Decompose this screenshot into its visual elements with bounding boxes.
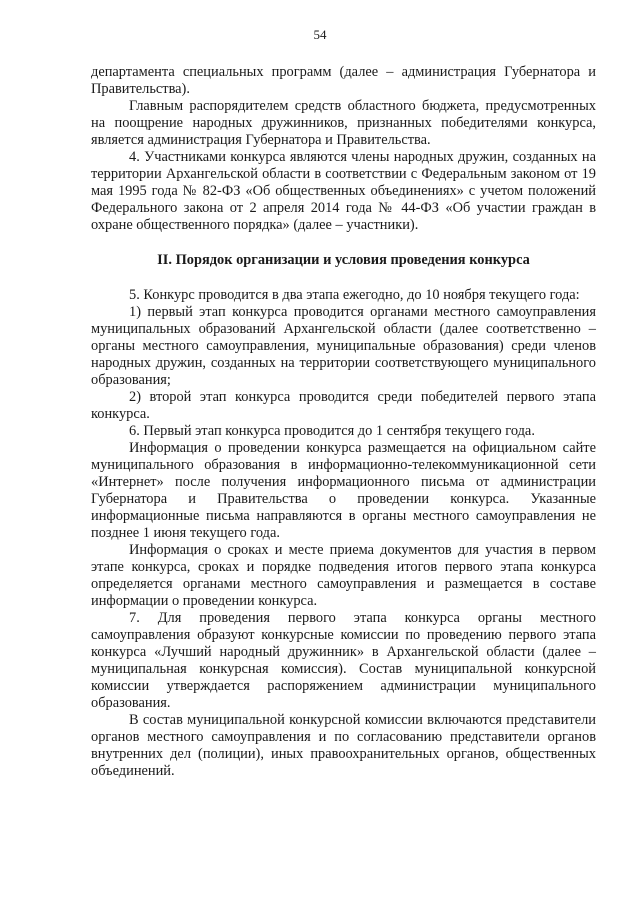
paragraph-continuation: департамента специальных программ (далее – администрация Губернатора и Правительства).: [91, 64, 596, 97]
paragraph-clause-7: 7. Для проведения первого этапа конкурса органы местного самоуправления образуют конкурсные комиссии по проведению первого этапа конкурса «Лучший народный дружинник» в Архангельской области (далее – муниципальная конкурсная комиссия). Состав муниципальной конкурсной комиссии утверждается распоряжением администрации муниципального образования.: [91, 610, 596, 711]
section-heading: II. Порядок организации и условия проведения конкурса: [157, 252, 530, 268]
paragraph-announcement: Информация о проведении конкурса размещается на официальном сайте муниципального образования в информационно-телекоммуникационной сети «Интернет» после получения информационного письма от администрации Губернатора и Правительства о проведении конкурса. Указанные информационные письма направляются в органы местного самоуправления не позднее 1 июня текущего года.: [91, 440, 596, 541]
paragraph-clause-4: 4. Участниками конкурса являются члены народных дружин, созданных на территории Архангельской области в соответствии с Федеральным законом от 19 мая 1995 года № 82-ФЗ «Об общественных объединениях» с учетом положений Федерального закона от 2 апреля 2014 года № 44-ФЗ «Об участии граждан в охране общественного порядка» (далее – участники).: [91, 149, 596, 233]
paragraph-commission-members: В состав муниципальной конкурсной комиссии включаются представители органов местного самоуправления и по согласованию представители органов внутренних дел (полиции), иных правоохранительных органов, общественных объединений.: [91, 712, 596, 779]
document-body: [91, 64, 596, 780]
page-number: 54: [313, 27, 327, 42]
paragraph-clause-6: 6. Первый этап конкурса проводится до 1 сентября текущего года.: [129, 423, 535, 439]
paragraph-stage-1: 1) первый этап конкурса проводится органами местного самоуправления муниципальных образований Архангельской области (далее соответственно – органы местного самоуправления, муниципальные образования) среди членов народных дружин, созданных на территории соответствующего муниципального образования;: [91, 304, 596, 388]
paragraph-clause-5: 5. Конкурс проводится в два этапа ежегодно, до 10 ноября текущего года:: [129, 287, 580, 303]
paragraph-deadlines: Информация о сроках и месте приема документов для участия в первом этапе конкурса, сроках и порядке подведения итогов первого этапа конкурса определяется органами местного самоуправления и размещается в составе информации о проведении конкурса.: [91, 542, 596, 609]
paragraph-stage-2: 2) второй этап конкурса проводится среди победителей первого этапа конкурса.: [91, 389, 596, 422]
paragraph-chief-administrator: Главным распорядителем средств областного бюджета, предусмотренных на поощрение народных дружинников, признанных победителями конкурса, является администрация Губернатора и Правительства.: [91, 98, 596, 148]
